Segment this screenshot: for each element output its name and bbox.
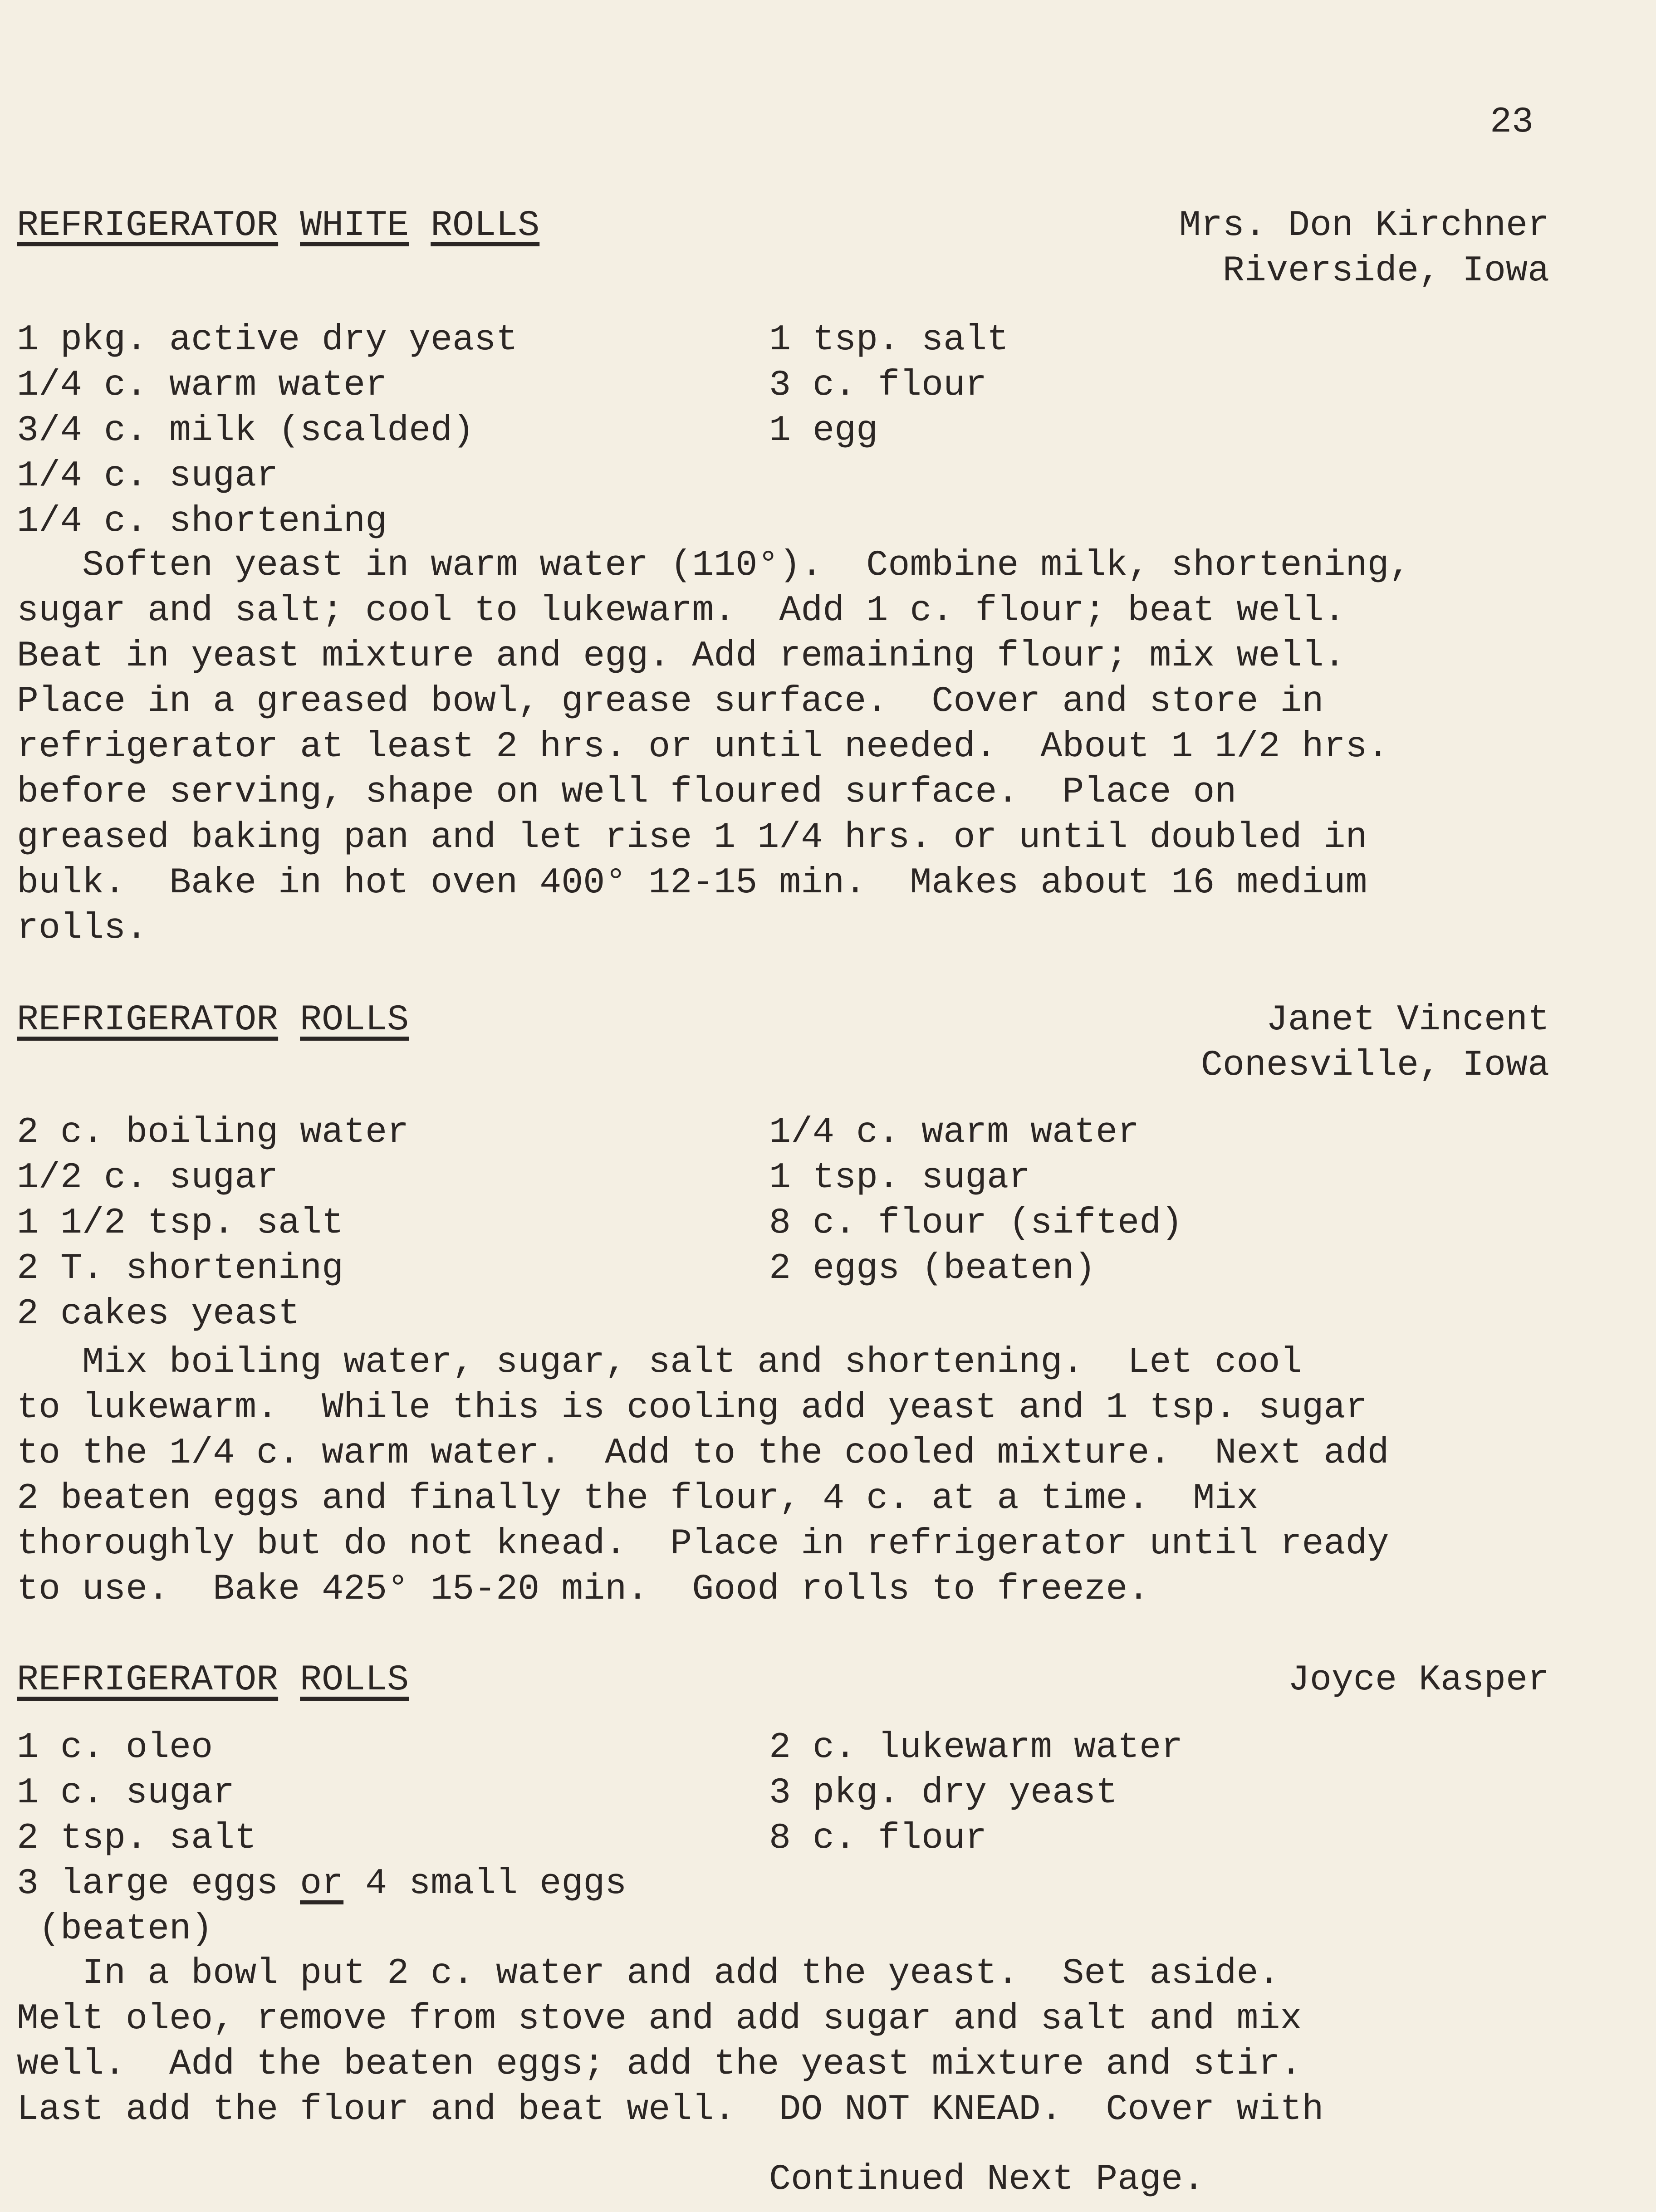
ingredient-list: [17, 318, 1514, 544]
directions-line: to lukewarm. While this is cooling add yeast and 1 tsp. sugar: [17, 1387, 1367, 1429]
directions-line: to use. Bake 425° 15-20 min. Good rolls to freeze.: [17, 1569, 1150, 1610]
recipe-title: [17, 203, 539, 249]
directions-line: refrigerator at least 2 hrs. or until needed. About 1 1/2 hrs.: [17, 726, 1389, 768]
recipe-directions: [17, 1951, 1323, 2133]
ingredient-left: 1/4 c. shortening: [17, 501, 387, 542]
directions-line: Soften yeast in warm water (110°). Combine milk, shortening,: [17, 545, 1411, 586]
page-number: 23: [1489, 102, 1534, 143]
ingredient-row: [17, 1771, 1514, 1816]
recipe-title: [17, 1658, 409, 1703]
ingredient-right: 1/4 c. warm water: [769, 1112, 1140, 1153]
recipe-directions: [17, 543, 1411, 951]
recipe-title-word: ROLLS: [431, 205, 540, 246]
ingredient-text: 4 small eggs: [343, 1863, 627, 1904]
ingredient-row: [17, 1246, 1514, 1292]
ingredient-left: 2 c. boiling water: [17, 1112, 409, 1153]
ingredient-right: 1 egg: [769, 410, 878, 451]
ingredient-left: 1/4 c. sugar: [17, 455, 279, 497]
recipe-title-word: REFRIGERATOR: [17, 999, 279, 1041]
directions-line: Melt oleo, remove from stove and add sugar and salt and mix: [17, 1998, 1302, 2040]
ingredient-list: [17, 1110, 1514, 1337]
ingredient-left: 1 c. sugar: [17, 1772, 235, 1814]
directions-line: In a bowl put 2 c. water and add the yeast. Set aside.: [17, 1953, 1280, 1994]
continued-next-page: Continued Next Page.: [769, 2159, 1205, 2200]
ingredient-row: [17, 1861, 1514, 1907]
directions-line: Mix boiling water, sugar, salt and shortening. Let cool: [17, 1342, 1302, 1383]
recipe-directions: [17, 1340, 1389, 1612]
recipe-location: Conesville, Iowa: [1200, 1045, 1549, 1086]
ingredient-row: [17, 363, 1514, 408]
ingredient-row: [17, 1292, 1514, 1337]
recipe-title-word: REFRIGERATOR: [17, 205, 279, 246]
recipe-author: Joyce Kasper: [1288, 1659, 1549, 1701]
ingredient-right: 1 tsp. salt: [769, 319, 1009, 361]
recipe-title-word: ROLLS: [300, 1659, 409, 1701]
recipe-title-word: REFRIGERATOR: [17, 1659, 279, 1701]
ingredient-row: [17, 1725, 1514, 1771]
ingredient-row: [17, 318, 1514, 363]
ingredient-row: [17, 408, 1514, 454]
ingredient-row: [17, 454, 1514, 499]
recipe-author: Mrs. Don Kirchner: [1179, 205, 1549, 246]
ingredient-left: 2 T. shortening: [17, 1248, 344, 1289]
ingredient-left: 2 cakes yeast: [17, 1293, 300, 1335]
ingredient-text: 3 large eggs: [17, 1863, 300, 1904]
ingredient-right: 8 c. flour: [769, 1818, 987, 1859]
ingredient-right: 3 pkg. dry yeast: [769, 1772, 1118, 1814]
directions-line: sugar and salt; cool to lukewarm. Add 1 c. flour; beat well.: [17, 590, 1346, 631]
ingredient-row: [17, 1201, 1514, 1246]
ingredient-row: [17, 1816, 1514, 1861]
directions-line: well. Add the beaten eggs; add the yeast mixture and stir.: [17, 2044, 1302, 2085]
directions-line: rolls.: [17, 908, 148, 949]
directions-line: before serving, shape on well floured surface. Place on: [17, 772, 1237, 813]
directions-line: Last add the flour and beat well. DO NOT KNEAD. Cover with: [17, 2089, 1324, 2130]
directions-line: 2 beaten eggs and finally the flour, 4 c. at a time. Mix: [17, 1478, 1259, 1519]
ingredient-right: 2 c. lukewarm water: [769, 1727, 1183, 1768]
ingredient-emphasis: or: [300, 1863, 344, 1904]
ingredient-list: [17, 1725, 1514, 1952]
ingredient-right: 1 tsp. sugar: [769, 1157, 1031, 1199]
recipe-title-word: WHITE: [300, 205, 409, 246]
ingredient-row: [17, 499, 1514, 544]
recipe-location: Riverside, Iowa: [1222, 250, 1549, 292]
ingredient-row: [17, 1155, 1514, 1201]
directions-line: to the 1/4 c. warm water. Add to the cooled mixture. Next add: [17, 1433, 1389, 1474]
recipe-author: Janet Vincent: [1266, 999, 1549, 1041]
directions-line: thoroughly but do not knead. Place in refrigerator until ready: [17, 1523, 1389, 1565]
ingredient-right: 3 c. flour: [769, 365, 987, 406]
ingredient-left: 1 1/2 tsp. salt: [17, 1203, 344, 1244]
directions-line: Place in a greased bowl, grease surface. Cover and store in: [17, 681, 1324, 722]
ingredient-left: 1 c. oleo: [17, 1727, 213, 1768]
recipe-title: [17, 998, 409, 1043]
ingredient-left: 1 pkg. active dry yeast: [17, 319, 518, 361]
directions-line: greased baking pan and let rise 1 1/4 hrs. or until doubled in: [17, 817, 1367, 858]
ingredient-left: 2 tsp. salt: [17, 1818, 257, 1859]
ingredient-left: 1/4 c. warm water: [17, 365, 387, 406]
ingredient-left: 1/2 c. sugar: [17, 1157, 279, 1199]
ingredient-left: 3/4 c. milk (scalded): [17, 410, 475, 451]
ingredient-right: 8 c. flour (sifted): [769, 1203, 1183, 1244]
directions-line: Beat in yeast mixture and egg. Add remaining flour; mix well.: [17, 636, 1346, 677]
ingredient-row: [17, 1110, 1514, 1155]
ingredient-note: (beaten): [17, 1909, 213, 1950]
ingredient-right: 2 eggs (beaten): [769, 1248, 1096, 1289]
recipe-title-word: ROLLS: [300, 999, 409, 1041]
directions-line: bulk. Bake in hot oven 400° 12-15 min. Makes about 16 medium: [17, 862, 1367, 904]
